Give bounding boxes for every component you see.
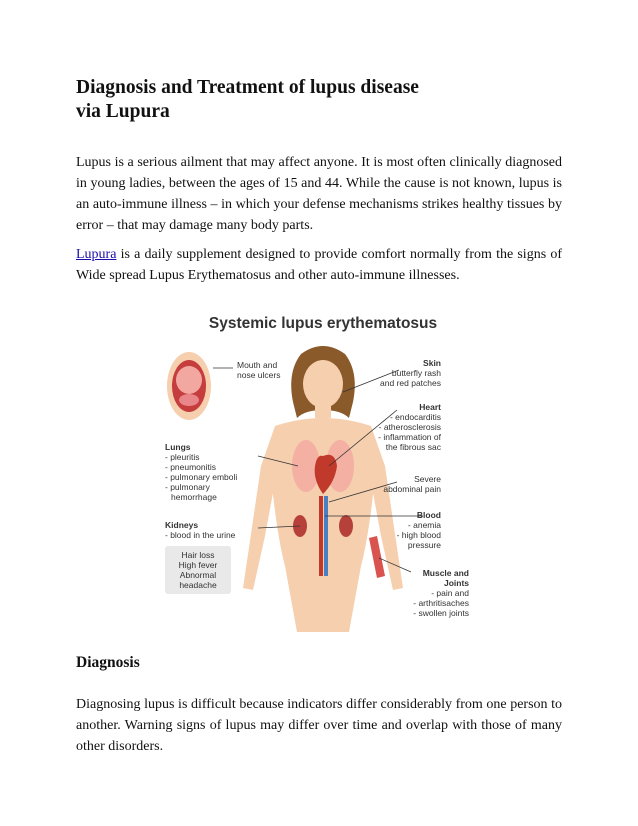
figure-title: Systemic lupus erythematosus [208,315,438,332]
heart-label-3: - inflammation of [378,432,441,442]
neck-shape [315,404,331,418]
diagnosis-paragraph: Diagnosing lupus is difficult because indicators differ considerably from one person to another. Warning signs of lupus may differ over time and overlap with those of many other disorders. [76,697,562,754]
lungs-label-5: hemorrhage [171,492,217,502]
heart-heading: Heart [419,402,441,412]
supplement-paragraph [76,244,562,286]
skin-label-1: butterfly rash [391,368,441,378]
lupus-illustration [163,306,483,632]
body-figure [243,346,403,632]
abdominal-label-1: Severe [414,474,441,484]
blood-label-1: - anemia [407,520,441,530]
skin-heading: Skin [423,358,441,368]
article-body [76,76,562,286]
symptoms-label-3: Abnormal [179,570,217,580]
abdominal-label-2: abdominal pain [383,484,441,494]
head-shape [303,360,343,408]
lupus-diagram-svg [163,306,483,632]
kidneys-label-1: - blood in the urine [165,530,236,540]
lungs-label-1: - pleuritis [165,452,200,462]
right-kidney-shape [339,515,353,537]
blood-heading: Blood [416,510,441,520]
lungs-label-4: - pulmonary [165,482,210,492]
heart-label-2: - atherosclerosis [378,422,441,432]
muscle-heading-2: Joints [443,578,469,588]
muscle-heading-1: Muscle and [422,568,469,578]
mouth-label-1: Mouth and [237,360,278,370]
article-title [76,76,562,124]
vein-shape [324,496,328,576]
left-arm-shape [243,426,275,590]
mouth-inset [167,352,211,420]
heart-label-4: the fibrous sac [385,442,441,452]
artery-shape [319,496,323,576]
kidneys-heading: Kidneys [165,520,199,530]
supplement-text: is a daily supplement designed to provide comfort normally from the signs of Wide spread Lupus Erythematosus and other auto-immune illnesses. [76,247,562,283]
title-line-2: via Lupura [76,101,170,122]
mouth-label-2: nose ulcers [237,370,281,380]
muscle-label-3: - swollen joints [413,608,469,618]
symptoms-label-4: headache [179,580,217,590]
lungs-heading: Lungs [165,442,191,452]
symptoms-label-1: Hair loss [181,550,215,560]
symptoms-label-2: High fever [178,560,218,570]
lungs-label-3: - pulmonary emboli [165,472,238,482]
blood-label-2: - high blood [396,530,441,540]
heart-label-1: - endocarditis [389,412,441,422]
diagnosis-heading: Diagnosis [76,654,140,671]
lungs-label-2: - pneumonitis [165,462,217,472]
intro-paragraph: Lupus is a serious ailment that may affect anyone. It is most often clinically diagnosed in young ladies, between the ages of 15 and 44. While the cause is not known, lupus is an auto-immune illness – in which your defense mechanisms strikes healthy tissues by error – that may damage many body parts. [76,155,562,233]
skin-label-2: and red patches [380,378,441,388]
muscle-label-2: - arthritisaches [413,598,469,608]
muscle-label-1: - pain and [431,588,469,598]
lupura-link[interactable]: Lupura [76,247,117,262]
blood-label-3: pressure [407,540,441,550]
title-line-1: Diagnosis and Treatment of lupus disease [76,77,419,98]
